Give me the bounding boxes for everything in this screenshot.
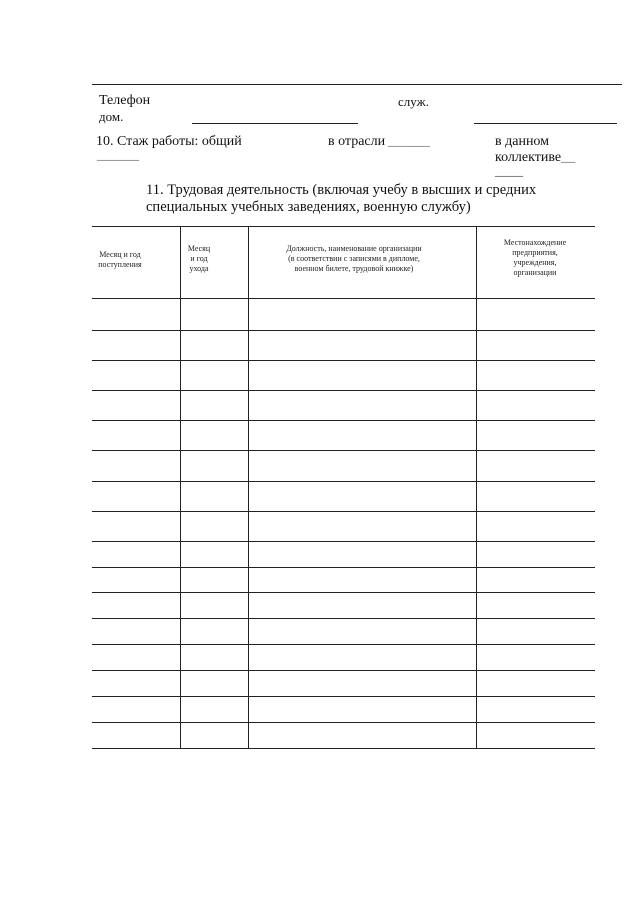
- col-header-end-date-line-1: Месяц: [187, 244, 211, 253]
- table-row-border: [92, 722, 595, 723]
- table-row[interactable]: [92, 331, 595, 360]
- col-header-position-line-1: Должность, наименование организации: [286, 244, 422, 253]
- col-header-location-line-2: предприятия,: [512, 248, 558, 257]
- table-row[interactable]: [92, 361, 595, 390]
- col-header-start-date-line-1: Месяц и год: [99, 250, 141, 259]
- section-11-title-line-1: 11. Трудовая деятельность (включая учебу в высших и средних: [146, 182, 537, 198]
- experience-collective-field[interactable]: __: [561, 150, 576, 165]
- experience-collective-label: в данном: [495, 134, 550, 149]
- experience-collective-word: коллективе: [495, 150, 562, 165]
- table-row[interactable]: [92, 697, 595, 722]
- col-header-end-date-line-2: и год: [190, 254, 208, 263]
- section-11-title-line-2: специальных учебных заведениях, военную службу): [146, 199, 471, 215]
- table-row[interactable]: [92, 619, 595, 644]
- col-header-position-line-3: военном билете, трудовой книжке): [294, 264, 414, 273]
- table-row[interactable]: [92, 482, 595, 511]
- table-row[interactable]: [92, 512, 595, 541]
- col-header-end-date-line-3: ухода: [189, 264, 209, 273]
- top-rule: [92, 84, 622, 85]
- home-phone-field[interactable]: [192, 123, 358, 124]
- col-header-location-line-3: учреждения,: [513, 258, 557, 267]
- col-header-end-date: [179, 244, 219, 274]
- col-header-start-date: [92, 250, 148, 270]
- home-phone-label: дом.: [99, 109, 124, 124]
- col-header-start-date-line-2: поступления: [98, 260, 142, 269]
- experience-total-field[interactable]: ______: [97, 148, 139, 163]
- col-header-location: [477, 238, 593, 278]
- work-phone-field[interactable]: [474, 123, 617, 124]
- experience-collective-field-2[interactable]: ____: [495, 164, 523, 179]
- work-phone-label: служ.: [398, 94, 429, 109]
- employment-table: [92, 226, 595, 748]
- experience-industry-label: в отрасли: [328, 134, 386, 149]
- col-header-location-line-4: организации: [513, 268, 557, 277]
- col-header-position-line-2: (в соответствии с записями в дипломе,: [288, 254, 420, 263]
- table-row-border: [92, 748, 595, 749]
- table-row[interactable]: [92, 451, 595, 481]
- col-header-position: [252, 244, 456, 274]
- table-row[interactable]: [92, 671, 595, 696]
- phone-label: Телефон: [99, 93, 151, 108]
- col-header-location-line-1: Местонахождение: [503, 238, 567, 247]
- table-row[interactable]: [92, 593, 595, 618]
- table-row[interactable]: [92, 568, 595, 592]
- experience-industry-field[interactable]: ______: [388, 134, 430, 149]
- table-row[interactable]: [92, 421, 595, 450]
- table-row[interactable]: [92, 391, 595, 420]
- experience-total-label: 10. Стаж работы: общий: [96, 134, 242, 149]
- table-top-border: [92, 226, 595, 227]
- table-row[interactable]: [92, 542, 595, 567]
- table-row[interactable]: [92, 299, 595, 330]
- table-row[interactable]: [92, 645, 595, 670]
